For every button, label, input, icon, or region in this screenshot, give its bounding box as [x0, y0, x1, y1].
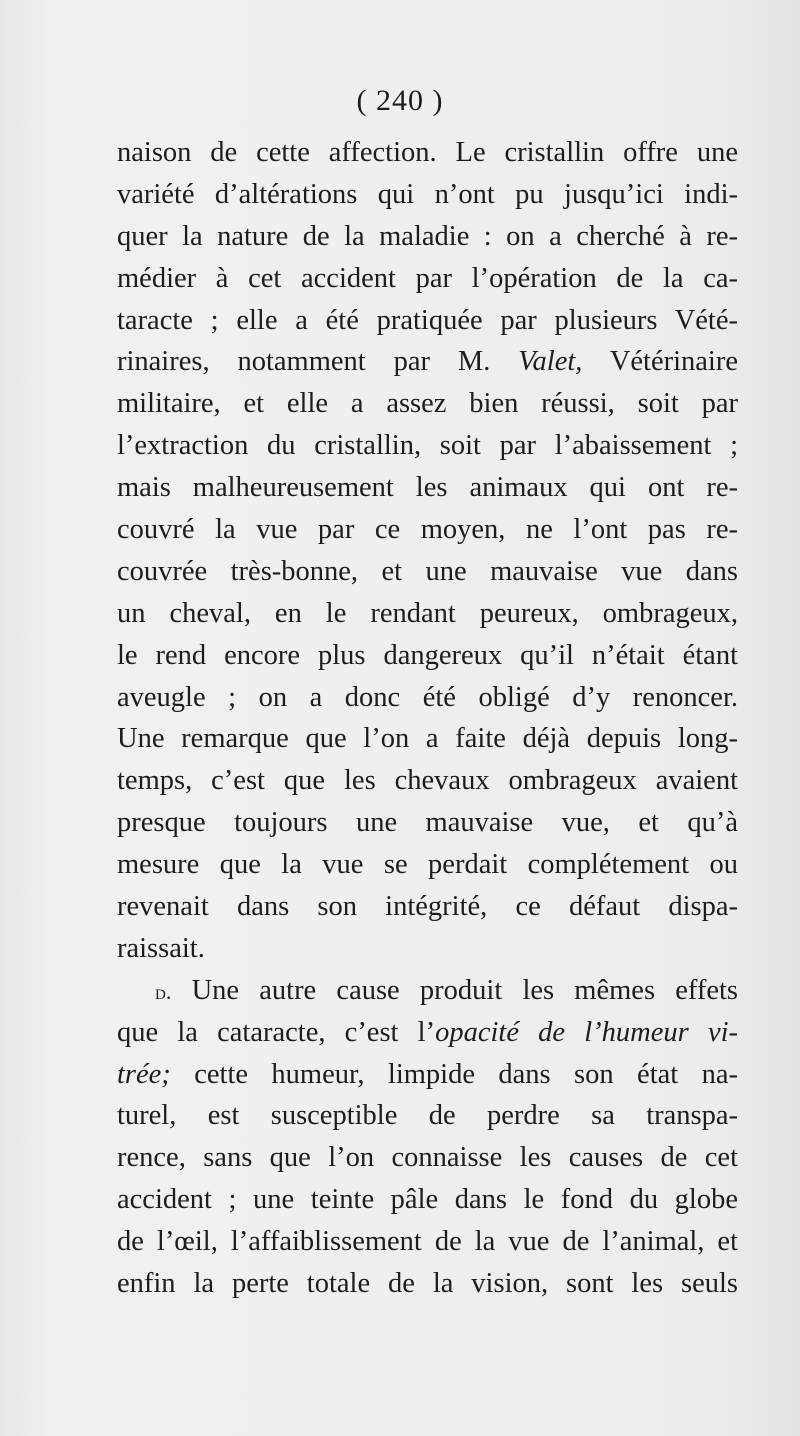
- text-line: turel, est susceptible de perdre sa transpa-: [117, 1100, 738, 1132]
- paragraph-d-first-line: [117, 970, 738, 1012]
- text-fragment: rinaires, notamment par M.: [117, 346, 491, 378]
- text-line: aveugle ; on a donc été obligé d’y renoncer.: [117, 681, 738, 713]
- text-line: le rend encore plus dangereux qu’il n’était étant: [117, 639, 738, 671]
- text-line: raissait.: [117, 932, 205, 964]
- text-line: presque toujours une mauvaise vue, et qu’à: [117, 807, 738, 839]
- text-line: mesure que la vue se perdait complétement ou: [117, 849, 738, 881]
- text-line: quer la nature de la maladie : on a cherché à re-: [117, 220, 738, 252]
- text-line: couvrée très-bonne, et une mauvaise vue dans: [117, 555, 738, 587]
- text-line: taracte ; elle a été pratiquée par plusieurs Vété-: [117, 304, 738, 336]
- text-line: [117, 1012, 738, 1054]
- text-line: mais malheureusement les animaux qui ont re-: [117, 472, 738, 504]
- text-line: de l’œil, l’affaiblissement de la vue de l’animal, et: [117, 1226, 738, 1258]
- text-line: naison de cette affection. Le cristallin offre une: [117, 137, 738, 168]
- italic-term: trée;: [117, 1058, 171, 1090]
- page-number: ( 240 ): [356, 84, 444, 117]
- italic-name: Valet,: [518, 346, 583, 378]
- text-line: variété d’altérations qui n’ont pu jusqu’ici indi-: [117, 178, 738, 210]
- section-label: d.: [155, 978, 172, 1004]
- text-line: revenait dans son intégrité, ce défaut dispa-: [117, 891, 738, 923]
- text-line: médier à cet accident par l’opération de la ca-: [117, 262, 738, 294]
- text-line: militaire, et elle a assez bien réussi, soit par: [117, 388, 738, 420]
- text-line: couvré la vue par ce moyen, ne l’ont pas re-: [117, 514, 738, 546]
- text-line-valet: [117, 341, 738, 383]
- text-line: accident ; une teinte pâle dans le fond du globe: [117, 1184, 738, 1216]
- text-line: un cheval, en le rendant peureux, ombrageux,: [117, 597, 738, 629]
- text-fragment: Vétérinaire: [609, 346, 738, 378]
- italic-term: opacité de l’humeur vi-: [435, 1016, 738, 1048]
- body-text: [117, 132, 738, 1305]
- text-line: [117, 1054, 738, 1096]
- text-line: rence, sans que l’on connaisse les causes de cet: [117, 1142, 738, 1174]
- text-fragment: que la cataracte, c’est l’: [117, 1016, 436, 1048]
- text-line: temps, c’est que les chevaux ombrageux avaient: [117, 765, 738, 797]
- text-fragment: cette humeur, limpide dans son état na-: [194, 1058, 738, 1090]
- text-fragment: Une autre cause produit les mêmes effets: [191, 974, 739, 1006]
- text-line: enfin la perte totale de la vision, sont les seuls: [117, 1268, 738, 1300]
- text-line: Une remarque que l’on a faite déjà depuis long-: [117, 723, 738, 755]
- text-line: l’extraction du cristallin, soit par l’abaissement ;: [117, 430, 738, 462]
